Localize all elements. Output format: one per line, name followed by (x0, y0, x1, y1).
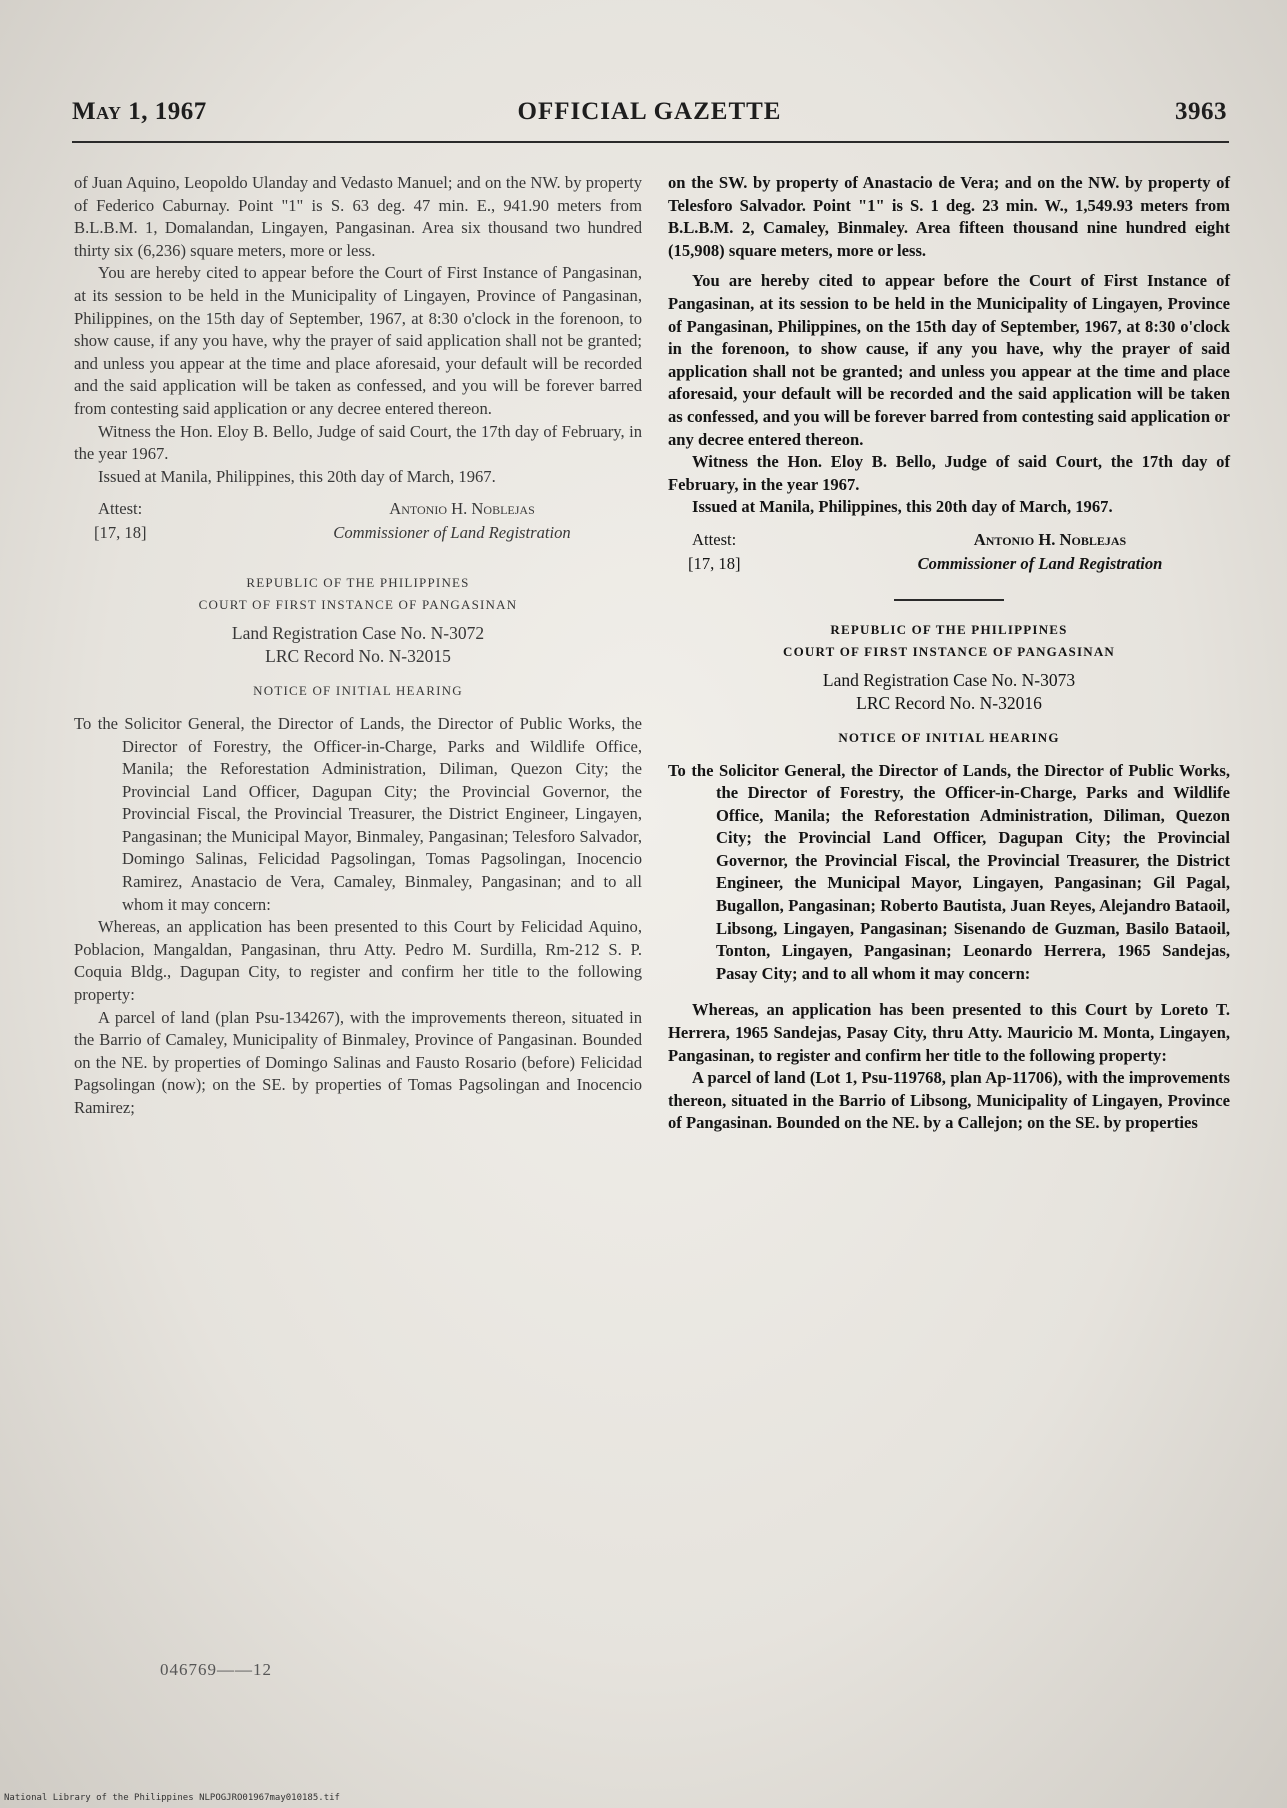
left-parcel-description: A parcel of land (plan Psu-134267), with the improvements thereon, situated in the Barrio of Camaley, Municipality of Binmaley, Province of Pangasinan. Bounded on the NE. by properties of Domingo Salinas and Fausto Rosario (before) Felicidad Pagsolingan (now); on the SE. by properties of Tomas Pagsolingan and Inocencio Ramirez; (74, 1007, 642, 1117)
page-number: 3963 (1175, 98, 1227, 125)
issue-date: May 1, 1967 (72, 98, 207, 125)
signatory-name: Antonio H. Noblejas (973, 529, 1127, 549)
left-addressees: To the Solicitor General, the Director of Lands, the Director of Public Works, the Director of Forestry, the Officer-in-Charge, Parks and Wildlife Office, Manila; the Reforestation Administration, Diliman, Quezon City; the Provincial Land Officer, Dagupan City; the Provincial Governor, the Provincial Fiscal, the Provincial Treasurer, the District Engineer, Lingayen, Pangasinan; the Municipal Mayor, Binmaley, Pangasinan; Telesforo Salvador, Domingo Salinas, Felicidad Pagsolingan, Tomas Pagsolingan, Inocencio Ramirez, Anastacio de Vera, Camaley, Binmaley, Pangasinan; and to all whom it may concern: (74, 713, 642, 914)
left-case-number: Land Registration Case No. N-3072 (231, 623, 485, 644)
right-paragraph-1: on the SW. by property of Anastacio de Vera; and on the NW. by property of Telesforo Salvador. Point "1" is S. 1 deg. 23 min. W., 1,549.93 meters from B.L.B.M. 2, Camaley, Binmaley. Area fifteen thousand nine hundred eight (15,908) square meters, more or less. (668, 173, 1230, 260)
page-header (72, 98, 1227, 132)
right-paragraph-3: Witness the Hon. Eloy B. Bello, Judge of said Court, the 17th day of February, in the year 1967. (668, 452, 1230, 494)
archive-footer: National Library of the Philippines NLPOGJRO01967may010185.tif (4, 1793, 340, 1803)
left-notice-heading: NOTICE OF INITIAL HEARING (253, 683, 463, 699)
right-paragraph-2: You are hereby cited to appear before the Court of First Instance of Pangasinan, at its session to be held in the Municipality of Lingayen, Province of Pangasinan, Philippines, on the 15th day of September, 1967, at 8:30 o'clock in the forenoon, to show cause, if any you have, why the prayer of said application shall not be granted; and unless you appear at the time and place aforesaid, your default will be recorded and the said application will be taken as confessed, and you will be forever barred from contesting said application or any decree entered thereon. (668, 271, 1230, 449)
right-column (668, 172, 1230, 1135)
right-parcel-description: A parcel of land (Lot 1, Psu-119768, plan Ap-11706), with the improvements thereon, situated in the Barrio of Libsong, Municipality of Lingayen, Province of Pangasinan. Bounded on the NE. by a Callejon; on the SE. by properties (668, 1068, 1230, 1133)
attest-label: Attest: (98, 499, 143, 519)
left-paragraph-1: of Juan Aquino, Leopoldo Ulanday and Vedasto Manuel; and on the NW. by property of Federico Caburnay. Point "1" is S. 63 deg. 47 min. E., 941.90 meters from B.L.B.M. 1, Domalandan, Lingayen, Pangasinan. Area six thousand two hundred thirty six (6,236) square meters, more or less. (74, 173, 642, 260)
attest-ref: [17, 18] (94, 523, 147, 543)
attest-ref: [17, 18] (688, 553, 741, 573)
left-paragraph-2: You are hereby cited to appear before the Court of First Instance of Pangasinan, at its session to be held in the Municipality of Lingayen, Province of Pangasinan, Philippines, on the 15th day of September, 1967, at 8:30 o'clock in the forenoon, to show cause, if any you have, why the prayer of said application shall not be granted; and unless you appear at the time and place aforesaid, your default will be recorded and the said application will be taken as confessed, and you will be forever barred from contesting said application or any decree entered thereon. (74, 263, 642, 418)
header-rule (72, 141, 1229, 143)
print-job-code: 046769——12 (160, 1660, 272, 1679)
signatory-role: Commissioner of Land Registration (333, 523, 571, 543)
publication-title: OFFICIAL GAZETTE (517, 98, 782, 125)
right-caption-court: COURT OF FIRST INSTANCE OF PANGASINAN (782, 643, 1116, 659)
left-column (74, 172, 642, 1120)
left-paragraph-3: Witness the Hon. Eloy B. Bello, Judge of said Court, the 17th day of February, in the year 1967. (74, 421, 642, 464)
left-attest-block (74, 498, 642, 546)
section-divider (894, 599, 1004, 601)
right-attest-block (668, 529, 1230, 577)
right-notice-heading: NOTICE OF INITIAL HEARING (838, 729, 1060, 745)
left-caption-court: COURT OF FIRST INSTANCE OF PANGASINAN (198, 597, 518, 613)
attest-label: Attest: (692, 529, 737, 549)
signatory-name: Antonio H. Noblejas (389, 499, 535, 519)
right-lrc-number: LRC Record No. N-32016 (856, 692, 1042, 713)
right-case-number: Land Registration Case No. N-3073 (822, 669, 1076, 690)
left-lrc-number: LRC Record No. N-32015 (265, 646, 451, 667)
right-paragraph-4: Issued at Manila, Philippines, this 20th day of March, 1967. (692, 497, 1113, 517)
left-caption-republic: REPUBLIC OF THE PHILIPPINES (246, 575, 470, 591)
right-whereas: Whereas, an application has been presented to this Court by Loreto T. Herrera, 1965 Sandejas, Pasay City, thru Atty. Mauricio M. Monta, Lingayen, Pangasinan, to register and confirm her title to the following property: (668, 1000, 1230, 1065)
left-paragraph-4: Issued at Manila, Philippines, this 20th day of March, 1967. (98, 466, 496, 486)
right-caption-republic: REPUBLIC OF THE PHILIPPINES (830, 621, 1068, 637)
left-whereas: Whereas, an application has been presented to this Court by Felicidad Aquino, Poblacion, Mangaldan, Pangasinan, thru Atty. Pedro M. Surdilla, Rm-212 S. P. Coquia Bldg., Dagupan City, to register and confirm her title to the following property: (74, 917, 642, 1005)
right-addressees: To the Solicitor General, the Director of Lands, the Director of Public Works, the Director of Forestry, the Officer-in-Charge, Parks and Wildlife Office, Manila; the Reforestation Administration, Diliman, Quezon City; the Provincial Land Officer, Dagupan City; the Provincial Governor, the Provincial Fiscal, the Provincial Treasurer, the District Engineer, the Municipal Mayor, Lingayen, Pangasinan; Gil Pagal, Bugallon, Pangasinan; Roberto Bautista, Juan Reyes, Alejandro Bataoil, Libsong, Lingayen, Pangasinan; Sisenando de Guzman, Basilo Bataoil, Tonton, Lingayen, Pangasinan; Leonardo Herrera, 1965 Sandejas, Pasay City; and to all whom it may concern: (668, 760, 1230, 983)
signatory-role: Commissioner of Land Registration (917, 553, 1163, 573)
